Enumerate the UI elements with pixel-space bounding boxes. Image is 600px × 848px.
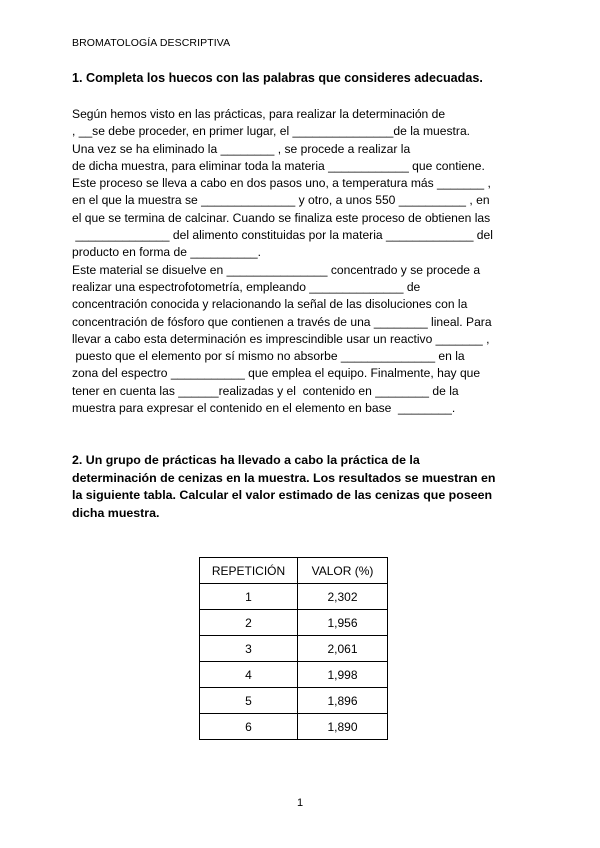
valor-cell: 1,956 [298, 610, 388, 636]
paragraph-line: , __se debe proceder, en primer lugar, el _______________de la muestra. [72, 124, 471, 139]
valor-cell: 1,890 [298, 714, 388, 740]
paragraph-line: concentración de fósforo que contienen a través de una ________ lineal. Para [72, 314, 492, 329]
question-2-line: 2. Un grupo de prácticas ha llevado a cabo la práctica de la [72, 453, 420, 467]
paragraph-line: el que se termina de calcinar. Cuando se finaliza este proceso de obtienen las [72, 210, 491, 225]
table-row [200, 610, 388, 636]
table-row [200, 714, 388, 740]
table-row [200, 688, 388, 714]
valor-cell: 2,302 [298, 584, 388, 610]
question-1-title: 1. Completa los huecos con las palabras que consideres adecuadas. [72, 71, 483, 85]
table-row [200, 662, 388, 688]
paragraph-line: Una vez se ha eliminado la ________ , se procede a realizar la [72, 141, 411, 156]
page-number: 1 [296, 797, 304, 809]
paragraph-line: tener en cuenta las ______realizadas y el contenido en ________ de la [72, 383, 459, 398]
paragraph-line: Este proceso se lleva a cabo en dos pasos uno, a temperatura más _______ , [72, 176, 491, 191]
paragraph-line: realizar una espectrofotometría, empleando ______________ de [72, 279, 421, 294]
table-row [200, 636, 388, 662]
repeticion-cell: 4 [200, 662, 298, 688]
paragraph-line: Este material se disuelve en _______________ concentrado y se procede a [72, 262, 481, 277]
table-header-row [200, 558, 388, 584]
question-2-statement [72, 452, 542, 522]
question-1-paragraph [72, 106, 542, 417]
paragraph-line: zona del espectro ___________ que emplea el equipo. Finalmente, hay que [72, 366, 481, 381]
document-header: BROMATOLOGÍA DESCRIPTIVA [72, 37, 231, 49]
repeticion-cell: 2 [200, 610, 298, 636]
table-row [200, 584, 388, 610]
results-table [199, 557, 388, 740]
paragraph-line: muestra para expresar el contenido en el elemento en base ________. [72, 401, 456, 416]
paragraph-line: en el que la muestra se ______________ y otro, a unos 550 __________ , en [72, 193, 490, 208]
paragraph-line: puesto que el elemento por sí mismo no absorbe ______________ en la [72, 349, 465, 364]
question-2-line: determinación de cenizas en la muestra. Los resultados se muestran en [72, 470, 496, 485]
repeticion-cell: 5 [200, 688, 298, 714]
column-header-repeticion: REPETICIÓN [200, 558, 298, 584]
valor-cell: 2,061 [298, 636, 388, 662]
paragraph-line: concentración conocida y relacionando la señal de las disoluciones con la [72, 297, 468, 312]
valor-cell: 1,896 [298, 688, 388, 714]
question-2-line: la siguiente tabla. Calcular el valor estimado de las cenizas que poseen [72, 488, 493, 503]
repeticion-cell: 3 [200, 636, 298, 662]
paragraph-line: llevar a cabo esta determinación es imprescindible usar un reactivo _______ , [72, 331, 490, 346]
question-2-line: dicha muestra. [72, 505, 160, 520]
column-header-valor: VALOR (%) [298, 558, 388, 584]
valor-cell: 1,998 [298, 662, 388, 688]
paragraph-line: Según hemos visto en las prácticas, para realizar la determinación de [72, 107, 446, 121]
paragraph-line: de dicha muestra, para eliminar toda la materia ____________ que contiene. [72, 158, 485, 173]
paragraph-line: ______________ del alimento constituidas por la materia _____________ del [72, 228, 493, 243]
paragraph-line: producto en forma de __________. [72, 245, 261, 260]
repeticion-cell: 1 [200, 584, 298, 610]
repeticion-cell: 6 [200, 714, 298, 740]
